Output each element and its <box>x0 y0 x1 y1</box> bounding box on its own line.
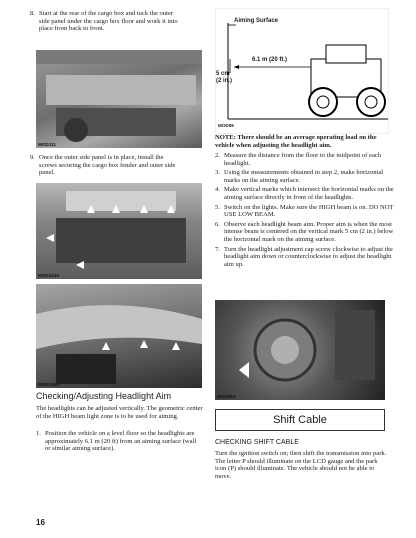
headlight-adjustment-photo <box>215 300 385 400</box>
step-5: 5. Switch on the lights. Make sure the HIGH beam is on. DO NOT USE LOW BEAM. <box>215 203 394 219</box>
page-number: 16 <box>36 518 45 527</box>
photo-label: MOD56A <box>217 394 237 399</box>
shift-cable-text: Turn the ignition switch on; then shift the transmission into park. The letter P should illuminate on the LCD gauge and the park icon (P) should illuminate. The vehicle should not be able to move. <box>215 450 387 480</box>
photo-label: MOD114A <box>38 273 60 278</box>
cargo-box-photo <box>36 50 202 148</box>
height-in-label: (2 in.) <box>216 78 232 84</box>
headlight-screws-photo <box>36 284 202 388</box>
section-title: Shift Cable <box>273 414 327 426</box>
step-2: 2. Measure the distance from the floor to the midpoint of each headlight. <box>215 152 382 167</box>
step-7: 7. Turn the headlight adjustment cap screw clockwise to adjust the headlight aim down or counterclockwise to adjust the headlight aim up. <box>215 245 393 268</box>
step-1: 1. Position the vehicle on a level floor so the headlights are approximately 6.1 m (20 ft) from an aiming surface (wall or similar aiming surface). <box>36 430 197 453</box>
step-6: 6. Observe each headlight beam aim. Proper aim is when the most intense beam is centered on the vertical mark 5 cm (2 in.) below the horizontal mark on the aiming surface. <box>215 220 394 243</box>
sub-heading: CHECKING SHIFT CABLE <box>215 439 299 446</box>
height-cm-label: 5 cm <box>216 71 230 77</box>
steps-list <box>215 152 395 270</box>
step-3: 3. Using the measurements obtained in step 2, make horizontal marks on the aiming surface. <box>215 169 384 184</box>
note: NOTE: There should be an average operating load on the vehicle when adjusting the headlight aim. <box>215 134 377 149</box>
step-4: 4. Make vertical marks which intersect the horizontal marks on the aiming surface directly in front of the headlights. <box>215 186 394 201</box>
diagram-label: MOD55 <box>218 123 234 128</box>
section-title-box <box>215 409 385 431</box>
step-8: 8. Start at the rear of the cargo box and tuck the outer side panel under the cargo box floor and work it into place from back to front. <box>30 10 178 33</box>
headlight-aim-heading: Checking/Adjusting Headlight Aim <box>36 391 172 401</box>
distance-label: 6.1 m (20 ft.) <box>252 57 288 63</box>
step-9: 9. Once the outer side panel is in place, install the screws securing the cargo box fender and outer side panel. <box>30 154 176 177</box>
aiming-diagram <box>215 8 389 134</box>
photo-label: MOD115A <box>38 382 60 387</box>
aiming-surface-label: Aiming Surface <box>234 18 279 24</box>
fender-screws-photo <box>36 183 202 279</box>
headlight-aim-intro: The headlights can be adjusted vertically. The geometric center of the HIGH beam light zone is to be used for aiming. <box>36 405 203 420</box>
photo-label: MOD111 <box>38 142 56 147</box>
